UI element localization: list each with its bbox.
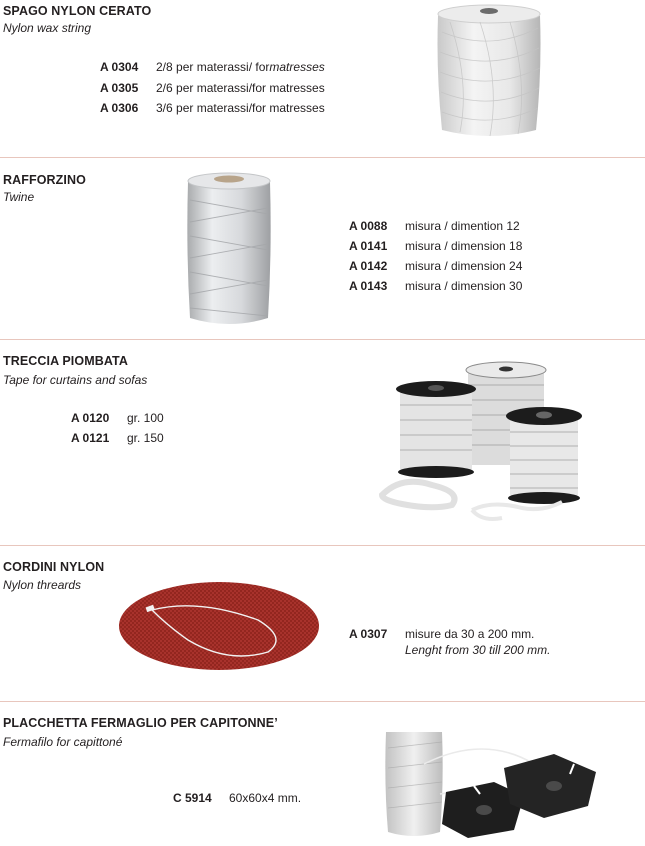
product-description: 2/6 per materassi/for matresses: [156, 81, 325, 95]
product-code: A 0307: [349, 627, 388, 641]
section-subtitle-twine: Twine: [3, 190, 35, 204]
product-code: A 0143: [349, 279, 388, 293]
product-row-a0306: [100, 101, 325, 115]
product-row-a0304: [100, 60, 325, 74]
product-description-emphasis: matresses: [269, 60, 325, 74]
section-title-rafforzino: RAFFORZINO: [3, 173, 86, 187]
capitonne-clip-plates-image: [384, 724, 610, 844]
product-row-c5914: [173, 791, 301, 805]
product-description-english: Lenght from 30 till 200 mm.: [405, 643, 551, 657]
product-code: A 0120: [71, 411, 110, 425]
product-description: misura / dimension 18: [405, 239, 523, 253]
product-description: 3/6 per materassi/for matresses: [156, 101, 325, 115]
section-subtitle-tape: Tape for curtains and sofas: [3, 373, 148, 387]
product-row-a0121: [71, 431, 164, 445]
section-subtitle-nylon-wax-string: Nylon wax string: [3, 21, 92, 35]
nylon-thread-on-felt-image: [118, 580, 320, 672]
product-row-a0120: [71, 411, 164, 425]
section-title-treccia-piombata: TRECCIA PIOMBATA: [3, 354, 128, 368]
product-code: A 0305: [100, 81, 139, 95]
product-row-a0141: [349, 239, 522, 253]
product-row-a0142: [349, 259, 522, 273]
product-code: A 0141: [349, 239, 388, 253]
product-code: A 0306: [100, 101, 139, 115]
product-row-a0143: [349, 279, 522, 293]
product-code: A 0304: [100, 60, 139, 74]
product-code: C 5914: [173, 791, 212, 805]
product-description: gr. 100: [127, 411, 164, 425]
section-subtitle-nylon-threards: Nylon threards: [3, 578, 82, 592]
product-description: misura / dimension 30: [405, 279, 523, 293]
product-description: misure da 30 a 200 mm.: [405, 627, 535, 641]
section-divider: [0, 545, 645, 546]
section-title-spago-nylon-cerato: SPAGO NYLON CERATO: [3, 4, 152, 18]
product-description: 60x60x4 mm.: [229, 791, 302, 805]
section-subtitle-fermafilo: Fermafilo for capittoné: [3, 735, 123, 749]
wax-string-spool-image: [430, 2, 548, 140]
section-divider: [0, 701, 645, 702]
product-description: gr. 150: [127, 431, 164, 445]
section-title-cordini-nylon: CORDINI NYLON: [3, 560, 105, 574]
twine-spool-image: [184, 170, 274, 330]
product-code: A 0121: [71, 431, 110, 445]
product-description: misura / dimension 24: [405, 259, 523, 273]
section-divider: [0, 339, 645, 340]
weighted-tape-reels-image: [372, 360, 592, 530]
section-title-placchetta-fermaglio: PLACCHETTA FERMAGLIO PER CAPITONNE’: [3, 716, 278, 730]
product-row-a0307: [349, 627, 534, 641]
product-row-a0305: [100, 81, 325, 95]
product-row-a0088: [349, 219, 520, 233]
product-code: A 0088: [349, 219, 388, 233]
product-description: misura / dimention 12: [405, 219, 520, 233]
product-code: A 0142: [349, 259, 388, 273]
section-divider: [0, 157, 645, 158]
product-description: 2/8 per materassi/ for: [156, 60, 270, 74]
